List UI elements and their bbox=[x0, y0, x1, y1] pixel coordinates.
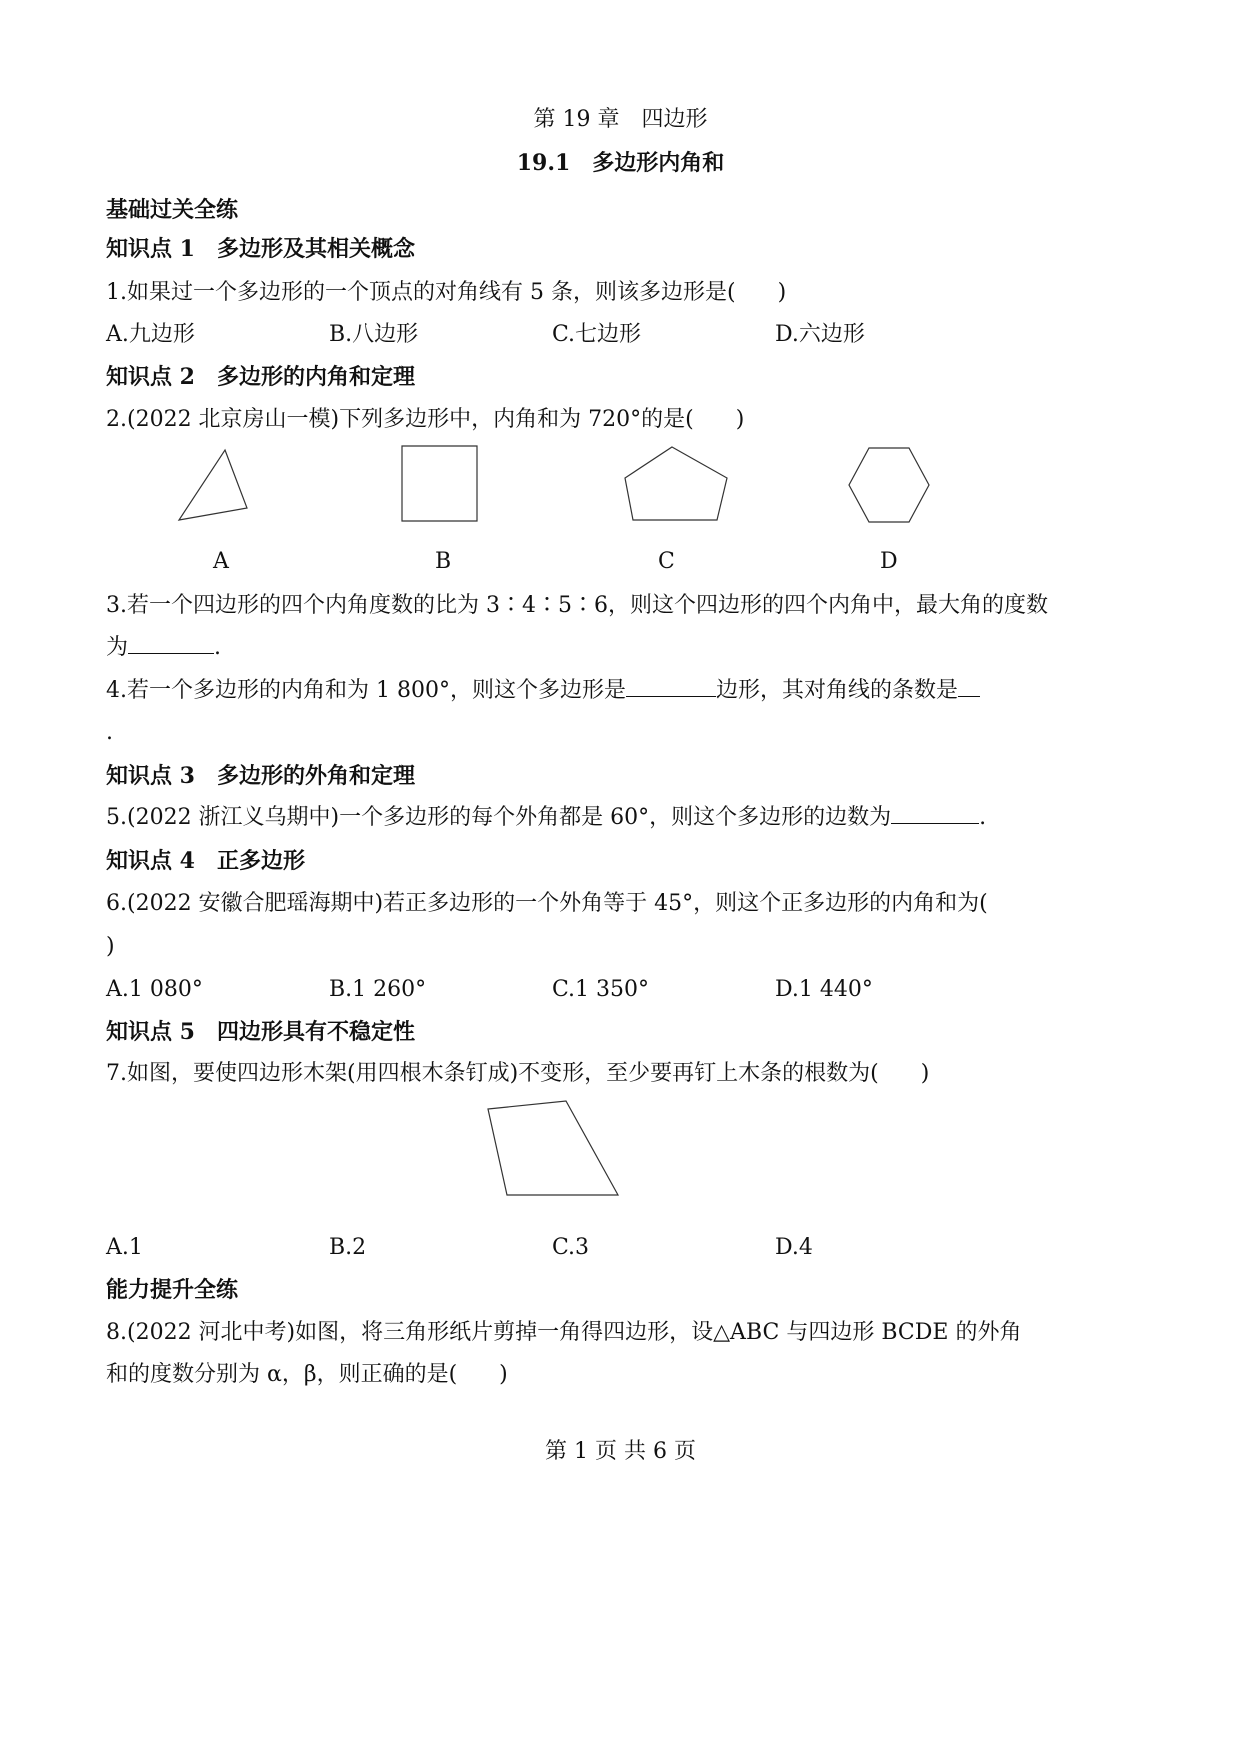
hexagon-shape bbox=[849, 448, 929, 522]
figure-label-d: D bbox=[880, 549, 898, 574]
part-heading-basic: 基础过关全练 bbox=[106, 197, 239, 223]
question-4-end: . bbox=[106, 720, 113, 745]
knowledge-point-5: 知识点 5 四边形具有不稳定性 bbox=[106, 1019, 415, 1045]
knowledge-point-4: 知识点 4 正多边形 bbox=[106, 848, 305, 874]
quadrilateral-shape bbox=[488, 1101, 618, 1195]
question-2-stem: 2.(2022 北京房山一模)下列多边形中，内角和为 720°的是( bbox=[106, 407, 694, 432]
question-1-stem: 1.如果过一个多边形的一个顶点的对角线有 5 条，则该多边形是( bbox=[106, 280, 736, 305]
question-7-option-a: A.1 bbox=[106, 1235, 143, 1260]
answer-blank bbox=[128, 633, 214, 654]
question-1 bbox=[106, 278, 786, 308]
chapter-title: 第 19 章 四边形 bbox=[533, 107, 708, 132]
question-6-option-c: C.1 350° bbox=[552, 977, 650, 1002]
question-2 bbox=[106, 405, 744, 435]
quadrilateral-frame-figure bbox=[485, 1098, 625, 1198]
answer-blank bbox=[958, 676, 980, 697]
knowledge-point-1: 知识点 1 多边形及其相关概念 bbox=[106, 236, 415, 262]
pentagon-shape bbox=[625, 447, 727, 520]
question-3-line-1: 3.若一个四边形的四个内角度数的比为 3∶4∶5∶6，则这个四边形的四个内角中，最大角的度数 bbox=[106, 593, 1048, 618]
question-1-close: ) bbox=[777, 280, 787, 305]
figure-label-b: B bbox=[435, 549, 452, 574]
hexagon-figure bbox=[842, 440, 937, 530]
question-6-close: ) bbox=[106, 934, 115, 959]
question-6-option-d: D.1 440° bbox=[775, 977, 873, 1002]
answer-blank bbox=[891, 803, 979, 824]
question-3-prefix: 为 bbox=[106, 635, 129, 660]
question-5 bbox=[106, 803, 986, 833]
question-5-prefix: 5.(2022 浙江义乌期中)一个多边形的每个外角都是 60°，则这个多边形的边数为 bbox=[106, 805, 892, 830]
question-7 bbox=[106, 1059, 929, 1089]
question-3-suffix: . bbox=[214, 635, 222, 660]
question-1-option-d: D.六边形 bbox=[775, 322, 865, 347]
question-8-close: ) bbox=[499, 1362, 508, 1387]
question-7-stem: 7.如图，要使四边形木架(用四根木条钉成)不变形，至少要再钉上木条的根数为( bbox=[106, 1061, 879, 1086]
question-6-option-b: B.1 260° bbox=[329, 977, 427, 1002]
question-4-prefix: 4.若一个多边形的内角和为 1 800°，则这个多边形是 bbox=[106, 678, 626, 703]
question-7-option-c: C.3 bbox=[552, 1235, 590, 1260]
figure-label-a: A bbox=[213, 549, 229, 574]
question-8-line-2 bbox=[106, 1360, 508, 1390]
square-figure bbox=[395, 440, 485, 530]
knowledge-point-2: 知识点 2 多边形的内角和定理 bbox=[106, 364, 415, 390]
question-4-middle: 边形，其对角线的条数是 bbox=[715, 678, 958, 703]
question-1-option-b: B.八边形 bbox=[329, 322, 419, 347]
question-6-option-a: A.1 080° bbox=[106, 977, 203, 1002]
part-heading-advanced: 能力提升全练 bbox=[106, 1277, 239, 1303]
pentagon-figure bbox=[618, 440, 738, 530]
question-4 bbox=[106, 676, 980, 706]
question-2-close: ) bbox=[735, 407, 745, 432]
question-7-close: ) bbox=[920, 1061, 930, 1086]
question-7-option-b: B.2 bbox=[329, 1235, 367, 1260]
figure-label-c: C bbox=[658, 549, 675, 574]
question-3-line-2 bbox=[106, 633, 221, 663]
triangle-figure bbox=[170, 440, 260, 530]
question-8-stem: 和的度数分别为 α，β，则正确的是( bbox=[106, 1362, 458, 1387]
question-6-stem: 6.(2022 安徽合肥瑶海期中)若正多边形的一个外角等于 45°，则这个正多边形的内角和为( bbox=[106, 891, 988, 916]
knowledge-point-3: 知识点 3 多边形的外角和定理 bbox=[106, 763, 415, 789]
answer-blank bbox=[626, 676, 716, 697]
question-5-suffix: . bbox=[979, 805, 987, 830]
question-1-option-a: A.九边形 bbox=[106, 322, 195, 347]
square-shape bbox=[402, 446, 477, 521]
page-footer: 第 1 页 共 6 页 bbox=[545, 1439, 696, 1464]
section-title: 19.1 多边形内角和 bbox=[516, 150, 725, 176]
triangle-shape bbox=[179, 450, 247, 520]
question-7-option-d: D.4 bbox=[775, 1235, 813, 1260]
question-1-option-c: C.七边形 bbox=[552, 322, 642, 347]
question-8-line-1: 8.(2022 河北中考)如图，将三角形纸片剪掉一角得四边形，设△ABC 与四边形 BCDE 的外角 bbox=[106, 1320, 1022, 1345]
